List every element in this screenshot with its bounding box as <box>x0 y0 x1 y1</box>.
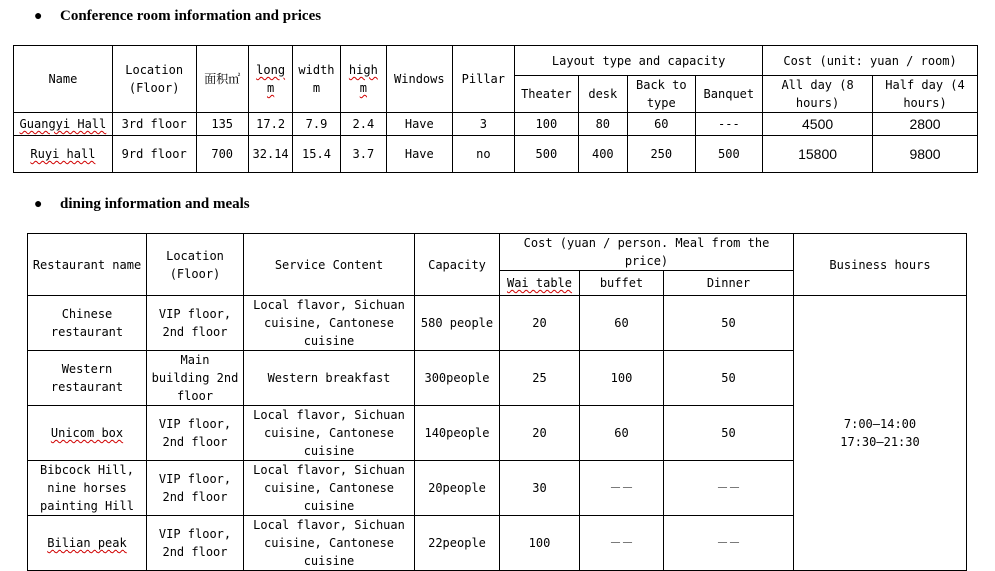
header-wai-table: Wai table <box>500 271 580 296</box>
cell-windows: Have <box>387 136 453 173</box>
cell-dinner: 50 <box>664 351 794 406</box>
cell-name: Ruyi hall <box>14 136 113 173</box>
header-location: Location (Floor) <box>147 234 244 296</box>
header-area: 面积㎡ <box>196 46 248 113</box>
header-business-hours: Business hours <box>794 234 967 296</box>
cell-dinner: －－ <box>664 461 794 516</box>
cell-service: Local flavor, Sichuan cuisine, Cantonese cuisine <box>244 296 415 351</box>
cell-all-day: 4500 <box>763 113 873 136</box>
cell-area: 700 <box>196 136 248 173</box>
header-back-to-type: Back to type <box>628 76 696 113</box>
cell-capacity: 22people <box>415 516 500 571</box>
header-high: high m <box>340 46 386 113</box>
cell-location: 9rd floor <box>112 136 196 173</box>
cell-restaurant: Western restaurant <box>28 351 147 406</box>
cell-wai: 30 <box>500 461 580 516</box>
cell-back: 60 <box>628 113 696 136</box>
cell-wai: 100 <box>500 516 580 571</box>
cell-location: VIP floor, 2nd floor <box>147 516 244 571</box>
cell-location: VIP floor, 2nd floor <box>147 296 244 351</box>
section-title: dining information and meals <box>60 196 250 212</box>
cell-restaurant: Chinese restaurant <box>28 296 147 351</box>
cell-long: 17.2 <box>248 113 292 136</box>
header-cost-group: Cost (unit: yuan / room) <box>763 46 978 76</box>
cell-desk: 400 <box>578 136 627 173</box>
header-half-day: Half day (4 hours) <box>873 76 978 113</box>
cell-restaurant: Bilian peak <box>28 516 147 571</box>
cell-service: Local flavor, Sichuan cuisine, Cantonese cuisine <box>244 461 415 516</box>
header-windows: Windows <box>387 46 453 113</box>
section-heading-dining <box>34 196 250 213</box>
cell-dinner: 50 <box>664 406 794 461</box>
cell-restaurant: Bibcock Hill, nine horses painting Hill <box>28 461 147 516</box>
cell-buffet: －－ <box>580 516 664 571</box>
header-dinner: Dinner <box>664 271 794 296</box>
cell-width: 7.9 <box>293 113 340 136</box>
header-location: Location (Floor) <box>112 46 196 113</box>
cell-service: Local flavor, Sichuan cuisine, Cantonese cuisine <box>244 406 415 461</box>
cell-buffet: 60 <box>580 406 664 461</box>
cell-dinner: 50 <box>664 296 794 351</box>
header-buffet: buffet <box>580 271 664 296</box>
cell-width: 15.4 <box>293 136 340 173</box>
header-all-day: All day (8 hours) <box>763 76 873 113</box>
header-restaurant: Restaurant name <box>28 234 147 296</box>
cell-capacity: 580 people <box>415 296 500 351</box>
business-hours-evening: 17:30—21:30 <box>840 435 920 449</box>
cell-buffet: －－ <box>580 461 664 516</box>
dining-table <box>27 233 967 571</box>
cell-theater: 100 <box>515 113 579 136</box>
cell-long: 32.14 <box>248 136 292 173</box>
cell-dinner: －－ <box>664 516 794 571</box>
cell-capacity: 20people <box>415 461 500 516</box>
business-hours-morning: 7:00—14:00 <box>843 417 917 431</box>
cell-capacity: 140people <box>415 406 500 461</box>
header-layout-group: Layout type and capacity <box>515 46 763 76</box>
table-row <box>14 136 978 173</box>
cell-wai: 20 <box>500 406 580 461</box>
cell-banquet: --- <box>695 113 763 136</box>
header-cost-group: Cost (yuan / person. Meal from the price) <box>500 234 794 271</box>
cell-location: Main building 2nd floor <box>147 351 244 406</box>
cell-buffet: 100 <box>580 351 664 406</box>
conference-table <box>13 45 978 173</box>
cell-half-day: 9800 <box>873 136 978 173</box>
business-hours-cell <box>794 296 967 571</box>
cell-location: VIP floor, 2nd floor <box>147 406 244 461</box>
header-banquet: Banquet <box>695 76 763 113</box>
table-row <box>28 296 967 351</box>
header-name: Name <box>14 46 113 113</box>
cell-service: Local flavor, Sichuan cuisine, Cantonese cuisine <box>244 516 415 571</box>
cell-pillar: no <box>452 136 515 173</box>
cell-all-day: 15800 <box>763 136 873 173</box>
bullet-icon: ● <box>34 9 43 24</box>
cell-pillar: 3 <box>452 113 515 136</box>
section-title: Conference room information and prices <box>60 8 322 24</box>
cell-wai: 25 <box>500 351 580 406</box>
cell-name: Guangyi Hall <box>14 113 113 136</box>
table-row <box>14 113 978 136</box>
cell-windows: Have <box>387 113 453 136</box>
cell-wai: 20 <box>500 296 580 351</box>
cell-location: VIP floor, 2nd floor <box>147 461 244 516</box>
section-heading-conference <box>34 8 321 25</box>
cell-restaurant: Unicom box <box>28 406 147 461</box>
cell-desk: 80 <box>578 113 627 136</box>
header-service: Service Content <box>244 234 415 296</box>
cell-back: 250 <box>628 136 696 173</box>
header-pillar: Pillar <box>452 46 515 113</box>
cell-area: 135 <box>196 113 248 136</box>
cell-service: Western breakfast <box>244 351 415 406</box>
cell-capacity: 300people <box>415 351 500 406</box>
cell-theater: 500 <box>515 136 579 173</box>
header-theater: Theater <box>515 76 579 113</box>
cell-buffet: 60 <box>580 296 664 351</box>
header-long: long m <box>248 46 292 113</box>
cell-location: 3rd floor <box>112 113 196 136</box>
cell-high: 2.4 <box>340 113 386 136</box>
cell-banquet: 500 <box>695 136 763 173</box>
cell-high: 3.7 <box>340 136 386 173</box>
header-desk: desk <box>578 76 627 113</box>
bullet-icon: ● <box>34 197 43 212</box>
header-width: width m <box>293 46 340 113</box>
cell-half-day: 2800 <box>873 113 978 136</box>
header-capacity: Capacity <box>415 234 500 296</box>
